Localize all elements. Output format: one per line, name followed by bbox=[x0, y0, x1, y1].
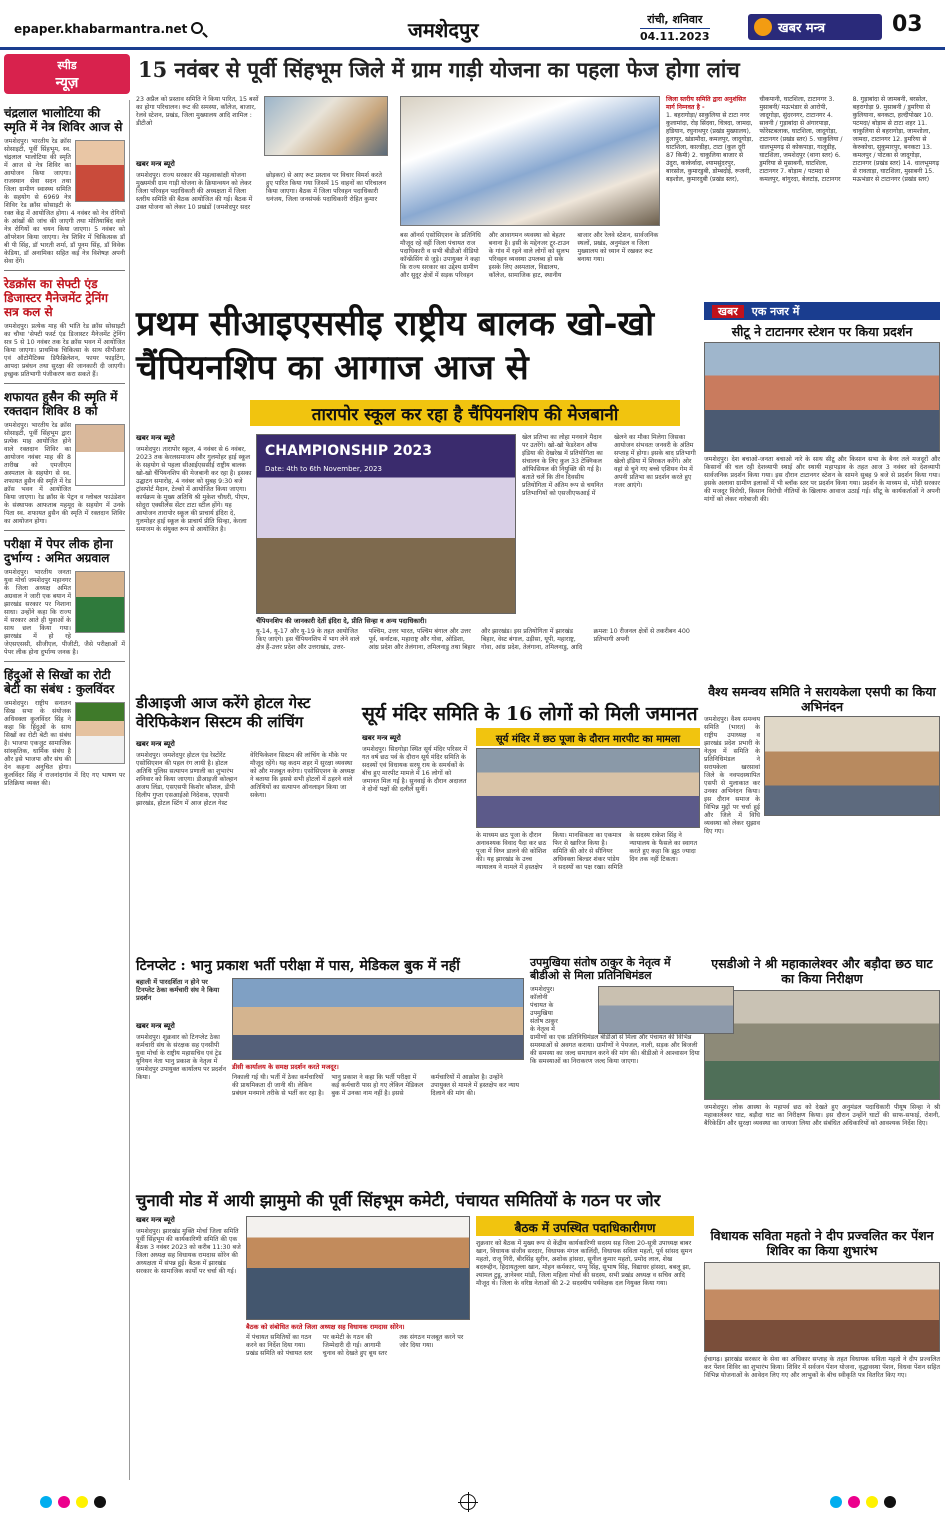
upmukhiya-headline[interactable]: उपमुखिया संतोष ठाकुर के नेतृत्व में बीडीओ से मिला प्रतिनिधिमंडल bbox=[530, 956, 671, 982]
photo-caption: चैंपियनशिप की जानकारी देतीं इंदिरा दे, प्रीति सिन्हा व अन्य पदाधिकारी। bbox=[256, 617, 427, 625]
section-label: एक नजर में bbox=[751, 305, 800, 318]
divider bbox=[4, 530, 125, 531]
lead-body: जमशेदपुर। राज्य सरकार की महत्वाकांक्षी योजना मुख्यमंत्री ग्राम गाड़ी योजना के क्रियान्वयन को लेकर जिला परिवहन पदाधिकारी की अध्यक्षता में जिला स्तरीय समिति की बैठक आयोजित की गई। बैठक में उक्त योजना को लेकर 10 प्रखंडों (जमशेदपुर सदर छोड़कर) से आए रूट प्रस्ताव पर विचार विमर्श करते हुए पारित किया गया जिसमें 15 वाहनों का परिचालन किया जाएगा। बैठक में जिला परिवहन पदाधिकारी धनंजय, जिला जनसंपर्क पदाधिकारी रोहित कुमार bbox=[136, 172, 387, 211]
site-url-text[interactable]: epaper.khabarmantra.net bbox=[14, 22, 188, 36]
championship-body-bottom: यू-14, यू-17 और यू-19 के तहत आयोजित किए जाएंगे। इस चैंपियनशिप में भाग लेने वाले क्षेत्र हैं-उत्तर प्रदेश और उत्तराखंड, उत्तर-पश्चिम, उत्तर भारत, पश्चिम बंगाल और उत्तर पूर्व, कर्नाटक, महाराष्ट्र और गोवा, ओडिशा, आंध्र प्रदेश और तेलंगाना, तमिलनाडु तथा बिहार और झारखंड। इस प्रतियोगिता में झारखंड बिहार, वेस्ट बंगाल, उड़ीसा, यूपी, महाराष्ट्र, गोवा, आंध्र प्रदेश, तेलंगाना, तमिलनाडु, आदि क्रमशः 10 रीजनल क्षेत्रों से तकरीबन 400 प्रतिभागी अपनी bbox=[256, 628, 690, 651]
news-headline[interactable]: एसडीओ ने श्री महाकालेश्वर और बड़ौदा छठ घाट का किया निरीक्षण bbox=[711, 956, 933, 986]
tinplate-photo bbox=[232, 978, 524, 1060]
championship-photo bbox=[256, 434, 516, 614]
speed-news-badge bbox=[4, 54, 130, 94]
jmm-meeting-photo bbox=[246, 1216, 470, 1320]
person-photo bbox=[75, 424, 125, 486]
lead-summary: 23 अप्रैल को प्रस्ताव समिति ने किया पारित, 15 बसों का होगा परिचालन। रूट की समस्या, कॉलेज, बाजार, रेलवे स्टेशन, प्रखंड, जिला मुख्यालय आदि शामिल : डीटीओ bbox=[136, 96, 259, 127]
section-tag: खबर bbox=[712, 305, 744, 318]
byline: खबर मन्त्र ब्यूरो bbox=[362, 734, 401, 742]
divider bbox=[4, 661, 125, 662]
byline: खबर मन्त्र ब्यूरो bbox=[136, 434, 175, 442]
brief-text: जमशेदपुर। राष्ट्रीय सनातन सिख सभा के संयोजक अधिवक्ता कुलविंदर सिंह ने कहा कि हिंदुओं के साथ सिखों का रोटी बेटी का संबंध है। भाजपा एकजुट सामाजिक सांस्कृतिक, धार्मिक संबंध है और इसे भाजपा और संघ की देन कहना अनुचित होगा। कुलविंदर सिंह ने राजनांदगांव में दिए गए भाषण पर प्रतिक्रिया व्यक्त की। bbox=[4, 700, 125, 787]
tinplate-body: जमशेदपुर। शुक्रवार को टिनप्लेट ठेका कर्मचारी संघ के संरक्षक सह एनसीपी युवा मोर्चा के राष्ट्रीय महासचिव एवं ट्रेड यूनियन नेता भानु प्रकाश के नेतृत्व में जमशेदपुर उपायुक्त कार्यालय पर प्रदर्शन किया। bbox=[136, 1034, 227, 1081]
news-brief[interactable] bbox=[4, 277, 125, 379]
news-text: जमशेदपुर। लोक आस्था के महापर्व छठ को देखते हुए अनुमंडल पदाधिकारी पीयूष सिन्हा ने श्री महाकालेश्वर घाट, बड़ौदा घाट का निरीक्षण किया। इस दौरान उन्होंने घाटों की साफ-सफाई, रोशनी, बैरिकेडिंग और सुरक्षा व्यवस्था का जायजा लिया और संबंधित अधिकारियों को आवश्यक निर्देश दिए। bbox=[704, 1104, 940, 1127]
news-text: ईचागढ़। झारखंड सरकार के सेवा का अधिकार सप्ताह के तहत विधायक सविता महतो ने दीप प्रज्वलित कर पेंशन शिविर का शुभारंभ किया। शिविर में सर्वजन पेंशन योजना, वृद्धावस्था पेंशन, विधवा पेंशन सहित विभिन्न योजनाओं के आवेदन लिए गए और लाभुकों के बीच स्वीकृति पत्र वितरित किए गए। bbox=[704, 1356, 940, 1379]
banner-date: Date: 4th to 6th November, 2023 bbox=[265, 465, 382, 473]
brief-text: जमशेदपुर। भारतीय रेड क्रॉस सोसाइटी, पूर्वी सिंहभूम, स्व. चंद्रलाल भालोटिया की स्मृति में आज से नेत्र शिविर का आयोजन किया जाएगा। राजस्थान सेवा सदन तथा जिला ग्रामीण स्वास्थ्य समिति के सहयोग से 6969 नेत्र शिविर रेड क्रॉस सोसाइटी के रक्त केंद्र में आयोजित होगा। 4 नवंबर को नेत्र रोगियों के आंखों की जांच की जाएगी तथा मोतियाबिंद वाले नेत्र रोगियों का चयन किया जाएगा। 5 नवंबर को ऑपरेशन किया जाएगा। नेत्र शिविर में चिकित्सक डॉ बी पी सिंह, डॉ भारती शर्मा, डॉ पूनम सिंह, डॉ विवेक केडिया, डॉ अनामिका सहित कई नेत्र विशेषज्ञ अपनी सेवा देंगे। bbox=[4, 138, 125, 265]
ek-nazar-bar bbox=[704, 302, 940, 320]
tinplate-headline[interactable]: टिनप्लेट : भानु प्रकाश भर्ती परीक्षा में पास, मेडिकल बुक में नहीं bbox=[136, 958, 460, 974]
byline: खबर मन्त्र ब्यूरो bbox=[136, 1216, 175, 1224]
surya-body-continued: के माध्यम छठ पूजा के दौरान अनावश्यक विवाद पैदा कर छठ पूजा में विघ्न डालने की कोशिश की। यह झारखंड के उच्च न्यायालय ने मामले में हस्तक्षेप किया। मानसिकता का एकमात्र फिर से खारिज किया है। समिति की ओर से सीनियर अधिवक्ता बिल्डर शंकर पांडेय ने सदस्यों का पक्ष रखा। समिति के सदस्य राकेश सिंह ने न्यायालय के फैसले का स्वागत करते हुए कहा कि झूठ ज्यादा दिन तक नहीं टिकता। bbox=[476, 832, 698, 871]
date-line-1: रांची, शनिवार bbox=[647, 13, 703, 26]
jmm-body-continued: में पंचायत समितियों का गठन करने का निर्देश दिया गया। प्रखंड समिति को पंचायत स्तर पर कमेटी के गठन की जिम्मेदारी दी गई। आगामी चुनाव को देखते हुए बूथ स्तर तक संगठन मजबूत करने पर जोर दिया गया। bbox=[246, 1334, 464, 1357]
tinplate-body-continued: निकाली गई थी। भर्ती में ठेका कर्मचारियों की प्राथमिकता दी जानी थी। लेकिन प्रबंधन मनमाने तरीके से भर्ती कर रहा है। भानु प्रकाश ने कहा कि भर्ती परीक्षा में कई कर्मचारी पास हो गए लेकिन मेडिकल बुक में उनका नाम नहीं है। इससे कर्मचारियों में आक्रोश है। उन्होंने उपायुक्त से मामले में हस्तक्षेप कर न्याय दिलाने की मांग की। bbox=[232, 1074, 520, 1097]
photo-caption: बैठक को संबोधित करते जिला अध्यक्ष सह विधायक रामदास सोरेन। bbox=[246, 1323, 405, 1331]
jmm-headline[interactable]: चुनावी मोड में आयी झामुमो की पूर्वी सिंहभूम कमेटी, पंचायत समितियों के गठन पर जोर bbox=[136, 1191, 661, 1210]
city-name: जमशेदपुर bbox=[408, 18, 479, 42]
surya-headline[interactable]: सूर्य मंदिर समिति के 16 लोगों को मिली जमानत bbox=[362, 703, 698, 725]
news-headline[interactable]: सीटू ने टाटानगर स्टेशन पर किया प्रदर्शन bbox=[731, 324, 913, 339]
globe-icon bbox=[754, 18, 772, 36]
speed-news-line1: स्पीड bbox=[57, 59, 77, 72]
yellow-dot bbox=[866, 1496, 878, 1508]
brief-headline[interactable]: हिंदुओं से सिखों का रोटी बेटी का संबंध : कुलविंदर bbox=[4, 668, 115, 696]
speed-news-line2: न्यूज़ bbox=[55, 75, 79, 91]
news-headline[interactable]: वैश्य समन्वय समिति ने सरायकेला एसपी का किया अभिनंदन bbox=[708, 684, 936, 714]
registration-mark-icon bbox=[460, 1494, 476, 1510]
speed-news-column bbox=[4, 100, 130, 1480]
person-photo bbox=[75, 571, 125, 633]
search-icon bbox=[191, 22, 203, 34]
tinplate-intro: बहाली में पारदर्शिता न होने पर टिनप्लेट ठेका कर्मचारी संघ ने किया प्रदर्शन bbox=[136, 978, 220, 1002]
attendees-heading: बैठक में उपस्थित पदाधिकारीगण bbox=[476, 1216, 694, 1236]
attendees-text: शुक्रवार को बैठक में मुख्य रूप से केंद्रीय कार्यकारिणी सदस्य सह जिला 20-सूत्री उपाध्यक्ष बाबर खान, विधायक संजीव सरदार, विधायक मंगल कालिंदी, विधायक सविता महतो, पूर्व सांसद सुमन महतो, राजू गिरी, बीरसिंह सुरीन, अशोक हांसदा, सुनील कुमार महतो, प्रमोद लाल, शेख बदरूद्दीन, हिदायतुल्ला खान, मोहन कर्मकार, पप्पू सिंह, सुभाष सिंह, विद्याधर हांसदा, बबलू झा, श्यामल टुडू, ज्ञानेश्वर मांडी, जिला महिला मोर्चा की सदस्य, सभी प्रखंड अध्यक्ष व सचिव आदि मौजूद थे। जिला के वरिष्ठ नेताओं की 2-2 सदस्यीय पर्यवेक्षक दल नियुक्त किया गया। bbox=[476, 1240, 693, 1287]
news-text: जमशेदपुर। वैश्य समन्वय समिति (भारत) के राष्ट्रीय उपाध्यक्ष व झारखंड प्रदेश प्रभारी के नेतृत्व में समिति के प्रतिनिधिमंडल ने सरायकेला खरसावां जिले के नवपदस्थापित एसपी से मुलाकात कर उनका अभिनंदन किया। इस दौरान समाज के विभिन्न मुद्दों पर चर्चा हुई और जिले में विधि व्यवस्था को लेकर सुझाव दिए गए। bbox=[704, 716, 760, 835]
surya-subheadline: सूर्य मंदिर में छठ पूजा के दौरान मारपीट का मामला bbox=[476, 728, 700, 746]
protest-photo bbox=[704, 342, 940, 452]
cyan-dot bbox=[40, 1496, 52, 1508]
upmukhiya-text: जमशेदपुर। कॉलोनी पंचायत के उपमुखिया संतोष ठाकुर के नेतृत्व में ग्रामीणों का एक प्रतिनिधिमंडल बीडीओ से मिला और पंचायत की विभिन्न समस्याओं से अवगत कराया। ग्रामीणों ने पेयजल, नाली, सड़क और बिजली की समस्या का जल्द समाधान करने की मांग की। बीडीओ ने आश्वासन दिया कि समस्याओं का निराकरण जल्द किया जाएगा। bbox=[530, 986, 700, 1065]
magenta-dot bbox=[58, 1496, 70, 1508]
upmukhiya-body bbox=[530, 986, 700, 1184]
lead-headline[interactable]: 15 नवंबर से पूर्वी सिंहभूम जिले में ग्राम गाड़ी योजना का पहला फेज होगा लांच bbox=[138, 57, 740, 82]
byline: खबर मन्त्र ब्यूरो bbox=[136, 1022, 175, 1030]
black-dot bbox=[94, 1496, 106, 1508]
news-brief[interactable] bbox=[4, 390, 125, 526]
yellow-dot bbox=[76, 1496, 88, 1508]
meeting-photo-large bbox=[400, 96, 660, 226]
route-list bbox=[666, 96, 940, 296]
hotel-headline[interactable]: डीआइजी आज करेंगे होटल गेस्ट वेरिफिकेशन सिस्टम की लांचिंग bbox=[136, 694, 311, 731]
brief-text: जमशेदपुर। भारतीय रेड क्रॉस सोसाइटी, पूर्वी सिंहभूम द्वारा प्रत्येक माह आयोजित होने वाले रक्तदान शिविर का आयोजन नवंबर माह की 8 तारीख को एमजीएम अस्पताल के सहयोग से स्व. शफायत हुसैन की स्मृति में रेड क्रॉस भवन में आयोजित किया जाएगा। रेड क्रॉस के पेट्रन व ग्लोबल फाउंडेशन के संस्थापक आफताब महमूद के सहयोग में उनके पिता स्व. शफायत हुसैन की स्मृति में रक्तदान शिविर का आयोजन होगा। bbox=[4, 422, 125, 525]
masthead bbox=[0, 0, 945, 50]
photo-caption: डीसी कार्यालय के समक्ष प्रदर्शन करते मजदूर। bbox=[232, 1063, 339, 1071]
brief-headline[interactable]: चंद्रलाल भालोटिया की स्मृति में नेत्र शिविर आज से bbox=[4, 106, 123, 134]
person-photo bbox=[75, 702, 125, 764]
brief-headline[interactable]: शफायत हुसैन की स्मृति में रक्तदान शिविर 8 को bbox=[4, 390, 118, 418]
news-headline[interactable]: विधायक सविता महतो ने दीप प्रज्वलित कर पेंशन शिविर का किया शुभारंभ bbox=[710, 1228, 934, 1258]
edition-date bbox=[640, 12, 710, 45]
brief-headline[interactable]: रेडक्रॉस का सेफ्टी एंड डिजास्टर मैनेजमेंट ट्रेनिंग सत्र कल से bbox=[4, 277, 109, 319]
logo-text: खबर मन्त्र bbox=[778, 21, 826, 36]
banner-title: CHAMPIONSHIP 2023 bbox=[265, 443, 432, 459]
black-dot bbox=[884, 1496, 896, 1508]
surya-photo bbox=[476, 748, 700, 828]
felicitation-photo bbox=[764, 716, 940, 816]
delegation-photo bbox=[598, 986, 734, 1034]
print-registration-strip bbox=[0, 1486, 945, 1517]
news-brief[interactable] bbox=[4, 106, 125, 266]
news-text: जमशेदपुर। देश बचाओ-जनता बचाओ नारे के साथ सीटू और किसान सभा के बैनर तले मजदूरों और किसानों की चल रही देशव्यापी स्थाई और स्थायी महापड़ाव के तहत आज 3 नवंबर को देशव्यापी सार्वजनिक प्रदर्शन किया गया। इस दौरान टाटानगर स्टेशन के सामने सुबह 9 बजे से प्रदर्शन किया गया। इसके अलावा ग्रामीण इलाकों में भी ब्लॉक स्तर पर प्रदर्शन किया गया। प्रदर्शन के माध्यम से, मोदी सरकार की मजदूर विरोधी, किसान विरोधी नीतियों के खिलाफ आवाज उठाई गई। सीटू के कार्यकर्ताओं ने अपनी मांगों को लेकर नारेबाजी की। bbox=[704, 456, 940, 503]
page-number: 03 bbox=[892, 12, 923, 37]
hotel-body: जमशेदपुर। जमशेदपुर होटल एंड रेस्टोरेंट एसोसिएशन की पहल रंग लायी है। होटल अतिथि पुलिस सत्यापन प्रणाली का शुभारंभ शनिवार को किया जाएगा। डीआइजी कोल्हान अजय लिंडा, एसएसपी किशोर कौशल, डीपी दिलीप गुप्ता एसआईओ निदेशक, एएसपी झारखंड, होटल स्टिंग में आज होटल गेस्ट वेरिफिकेशन सिस्टम की लांचिंग के मौके पर मौजूद रहेंगे। यह कदम शहर में सुरक्षा व्यवस्था को और मजबूत करेगा। एसोसिएशन के अध्यक्ष ने बताया कि इससे सभी होटलों में ठहरने वाले अतिथियों का सत्यापन ऑनलाइन किया जा सकेगा। bbox=[136, 752, 355, 807]
lead-article bbox=[136, 92, 940, 296]
meeting-photo bbox=[264, 96, 388, 156]
news-brief[interactable] bbox=[4, 668, 125, 788]
championship-headline[interactable]: प्रथम सीआइएससीइ राष्ट्रीय बालक खो-खो चैंपियनशिप का आगाज आज से bbox=[136, 304, 655, 388]
pension-camp-photo bbox=[704, 1262, 940, 1352]
divider bbox=[4, 270, 125, 271]
divider bbox=[4, 383, 125, 384]
brief-text: जमशेदपुर। प्रत्येक माह की भांति रेड क्रॉस सोसाइटी का चौथा 'सेफ्टी फर्स्ट एंड डिजास्टर मैनेजमेंट ट्रेनिंग सत्र 5 से 10 नवंबर तक रेड क्रॉस भवन में आयोजित किया जाएगा। प्राथमिक चिकित्सा के साथ सीपीआर एवं ऑटोमैटिक्स डिफैब्रिलेशन, फायर फाइटिंग, आपदा प्रबंधन तथा सुरक्षा की जानकारी दी जाएगी। इच्छुक प्रतिभागी पंजीकरण करा सकते हैं। bbox=[4, 323, 125, 378]
person-photo bbox=[75, 140, 125, 202]
cyan-dot bbox=[830, 1496, 842, 1508]
championship-body: जमशेदपुर। तारापोर स्कूल, 4 नवंबर से 6 नवंबर, 2023 तक केरलसमाजम और गुलमोहर हाई स्कूल के सहयोग से पहला सीआईएससीई राष्ट्रीय बालक खो-खो चैंपियनशिप की मेजबानी कर रहा है। इसका उद्घाटन समारोह, 4 नवंबर को सुबह 9:30 बजे ट्रांसपोर्ट मैदान, टेल्को में आयोजित किया जाएगा। कार्यक्रम के मुख्य अतिथि श्री मुकेश चौधरी, पीएम, सोदुरा एक्सीलेंस सेंटर टाटा स्टील होंगे। यह आयोजन तारापोर स्कूल की प्राचार्य इंदिरा दे, गुलमोहर हाई स्कूल के प्राचार्य प्रीति सिन्हा, केरला समाजम के संयुक्त रूप से आयोजित है। bbox=[136, 446, 252, 533]
jmm-body: जमशेदपुर। झारखंड मुक्ति मोर्चा जिला समिति पूर्वी सिंहभूम की कार्यकारिणी समिति की एक बैठक 3 नवंबर 2023 को करीब 11:30 बजे जिला अध्यक्ष सह विधायक रामदास सोरेन की अध्यक्षता में संपन्न हुई। बैठक में झारखंड सरकार के सामाजिक कार्यों पर चर्चा की गई। bbox=[136, 1228, 241, 1275]
route-list-heading: जिला स्तरीय समिति द्वारा अनुशंसित मार्ग निम्नवत है - bbox=[666, 96, 746, 111]
magenta-dot bbox=[848, 1496, 860, 1508]
route-list-text: 1. बहरागोड़ा/ साकुलिया से टाटा नगर कुलामांदा, रोड़ सिंदवा, चित्रदा, जामदा, हडियान, रघुनाथपुर (प्रखंड मुख्यालय), हुलापुर, खंडामौदा, कमलपुर, जादूगोड़ा, घाटशिला, काल्डीहा, टाटा (कुल दूरी 87 किमी) 2. चाकुलिया बाजार से उंदुरा, काकेर्वादा, श्यामसुंदरपुर, बारसोल, कुमारडुबी, डोम्बदोई, रूजनी, बड़शोल, कुमारदुबी (प्रखंड स्तर), चीकपानी, घाटशिला, टाटानगर 3. मुसाबनी/ मऊभंडार से आरोपी, जादूगोड़ा, सुंदरनगर, टाटानगर 4. सावनी / गुड़ाबांदा से अंगारपाड़ा, फोरेस्टबलाक, घाटशिला, जादूगोड़ा, टाटानगर (प्रखंड स्तर) 5. चाकुलिया / धालभूमगढ़ से कोकपाड़ा, गालूडीह, घाटशिला, जमशेदपुर (थाना स्तर) 6. डुमरिया से मुसाबनी, घाटशिला, टाटानगर 7. बोड़ाम / पटमदा से कमलपुर, बांगुरदा, बेलटांड़, टाटानगर 8. गुड़ाबांदा से जामबनी, बरसोल, बहरागोड़ा 9. मुसाबनी / डुमरिया से कुलियाना, बनकटा, हल्दीपोखर 10. पटमदा/ बोड़ाम से टाटा शहर 11. चाकुलिया से बहरागोड़ा, जामशोला, जामदा, टाटानगर 12. डुमरिया से केरुकोचा, सुकुमारपुर, बनकटा 13. कमलपुर / पोटका से जादूगोड़ा, टाटानगर (प्रखंड स्तर) 14. धालभूमगढ़ से रावताड़ा, घाटशिला, मुसाबनी 15. मऊभंडार से टाटानगर (प्रखंड स्तर) bbox=[666, 96, 940, 183]
byline: खबर मन्त्र ब्यूरो bbox=[136, 160, 175, 168]
brief-text: जमशेदपुर। भारतीय जनता युवा मोर्चा जमशेदपुर महानगर के जिला अध्यक्ष अमित अग्रवाल ने जारी एक बयान में झारखंड सरकार पर निशाना साधा। उन्होंने कहा कि राज्य में सरकार आते ही युवाओं के साथ छल किया गया। झारखंड में हो रहे जेएसएससी, सीजीएल, पीजीटी, जैसे परीक्षाओं में पेपर लीक होना दुर्भाग्य जनक है। bbox=[4, 569, 125, 656]
surya-body: जमशेदपुर। सिदगोड़ा स्थित सूर्य मंदिर परिसर में गत वर्ष छठ पर्व के दौरान सूर्य मंदिर समिति के सदस्यों एवं विधायक सरयू राय के समर्थकों के बीच हुए मारपीट मामले में 16 लोगों को जमानत मिल गई है। सुनवाई के दौरान अदालत ने दोनों पक्षों की दलीलें सुनीं। bbox=[362, 746, 468, 793]
date-line-2: 04.11.2023 bbox=[640, 30, 710, 43]
championship-subheadline: तारापोर स्कूल कर रहा है चैंपियनशिप की मेजबानी bbox=[250, 400, 680, 426]
site-url[interactable] bbox=[14, 22, 203, 36]
ghat-inspection-photo bbox=[704, 990, 940, 1100]
byline: खबर मन्त्र ब्यूरो bbox=[136, 740, 175, 748]
championship-body-right: खेल प्रतिभा का लोहा मनवाने मैदान पर उतरेंगे। खो-खो फेडरेशन ऑफ इंडिया की देखरेख में प्रतियोगिता का संचालन के लिए कुल 33 टेक्निकल ऑफिसियल की नियुक्ति की गई है। बताते चलें कि तीन दिवसीय प्रतियोगिता में अंतिम रूप से चयनित प्रतिभागियों को एसजीएफआई में खेलने का मौका मिलेगा जिसका आयोजन संभवतः जनवरी के अंतिम सप्ताह में होगा। इसके बाद प्रतिभागी खेलो इंडिया में शिरकत करेंगे। ओर वहां से चुने गए बच्चे एशियन गेम में अपनी प्रतिभा का प्रदर्शन करते हुए नजर आएंगे। bbox=[522, 434, 696, 497]
news-brief[interactable] bbox=[4, 537, 125, 657]
newspaper-logo[interactable] bbox=[748, 14, 882, 40]
brief-headline[interactable]: परीक्षा में पेपर लीक होना दुर्भाग्य : अमित अग्रवाल bbox=[4, 537, 113, 565]
lead-body-continued: बस ऑनर्स एसोसिएशन के प्रतिनिधि मौजूद रहे वहीं जिला पंचायत राज पदाधिकारी व सभी बीडीओ वीडियो कॉन्फ्रेंसिंग से जुड़े। उपायुक्त ने कहा कि राज्य सरकार का उद्देश्य ग्रामीण और सुदूर क्षेत्रों में सड़क परिवहन और आवागमन व्यवस्था को बेहतर बनाना है। इसी के मद्देनजर टूर-टाउन के गांव में रहने वाले लोगों को सुलभ परिवहन व्यवस्था उपलब्ध हो सके इसके लिए अस्पताल, विद्यालय, कॉलेज, सामाजिक हाट, स्थानीय बाजार और रेलवे स्टेशन, सार्वजनिक स्थलों, प्रखंड, अनुमंडल व जिला मुख्यालय को ध्यान में रखकर रूट बनाया गया। bbox=[400, 232, 659, 279]
